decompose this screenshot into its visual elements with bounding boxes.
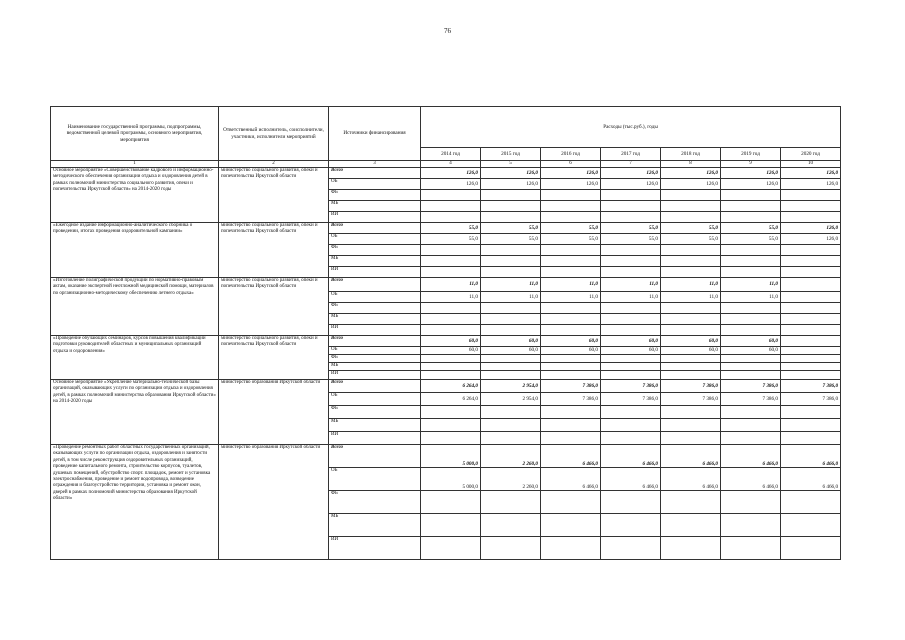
expense-value — [781, 245, 841, 256]
expense-value: 11,0 — [661, 278, 721, 292]
expense-value — [601, 419, 661, 432]
expense-value — [781, 190, 841, 201]
expense-value — [721, 371, 781, 380]
expense-value — [661, 303, 721, 314]
expense-value: 6 264,0 — [421, 380, 481, 393]
column-number: 3 — [329, 161, 421, 168]
expense-value — [601, 432, 661, 445]
column-number: 1 — [51, 161, 219, 168]
expense-value — [421, 212, 481, 223]
expense-value: 126,0 — [541, 168, 601, 179]
expense-value — [781, 278, 841, 292]
expense-value — [601, 303, 661, 314]
table-row — [51, 336, 841, 347]
funding-source: МБ — [329, 201, 421, 212]
expense-value — [481, 514, 541, 537]
expense-value — [541, 267, 601, 278]
expense-value: 126,0 — [541, 179, 601, 190]
expense-value: 60,0 — [601, 336, 661, 347]
funding-source: Всего — [329, 445, 421, 468]
expense-value — [541, 537, 601, 560]
expense-value — [541, 355, 601, 363]
expense-value — [661, 256, 721, 267]
expense-value — [481, 537, 541, 560]
expense-value — [781, 355, 841, 363]
expense-value — [661, 201, 721, 212]
expense-value — [661, 537, 721, 560]
funding-source: ИИ — [329, 432, 421, 445]
expense-value: 55,0 — [481, 223, 541, 234]
activity-name: Основное мероприятие «Укрепление материально-технической базы организаций, оказывающих услуги по организации отдыха и оздоровления детей, в рамках полномочий министерства образования Иркутской области» на 2014-2020 годы — [51, 380, 219, 445]
expense-value: 55,0 — [721, 223, 781, 234]
expense-value: 55,0 — [481, 234, 541, 245]
expense-value — [541, 245, 601, 256]
expense-value: 2 260,0 — [481, 445, 541, 468]
header-year: 2014 год — [421, 148, 481, 161]
expense-value — [661, 371, 721, 380]
header-name: Наименование государственной программы, подпрограммы, ведомственной целевой программы, основного мероприятия, мероприятия — [51, 107, 219, 161]
expense-value — [541, 256, 601, 267]
expense-value: 60,0 — [721, 347, 781, 355]
header-year: 2016 год — [541, 148, 601, 161]
expense-value: 6 466,0 — [601, 445, 661, 468]
funding-source: ФБ — [329, 190, 421, 201]
responsible-executor: министерство образования Иркутской области — [219, 445, 329, 560]
expense-value — [721, 256, 781, 267]
expense-value: 7 386,0 — [781, 380, 841, 393]
funding-source: ИИ — [329, 537, 421, 560]
expense-value — [541, 303, 601, 314]
header-expenses: Расходы (тыс.руб.), годы — [421, 107, 841, 148]
expense-value — [421, 406, 481, 419]
expense-value — [781, 314, 841, 325]
table-row — [51, 168, 841, 179]
expense-value — [421, 201, 481, 212]
expense-value — [481, 491, 541, 514]
expense-value: 7 386,0 — [541, 393, 601, 406]
expense-value — [541, 190, 601, 201]
expense-value — [541, 363, 601, 371]
expense-value — [601, 201, 661, 212]
expense-value: 55,0 — [601, 223, 661, 234]
expense-value — [481, 245, 541, 256]
expense-value — [421, 363, 481, 371]
expense-value — [481, 212, 541, 223]
funding-source: Всего — [329, 223, 421, 234]
expense-value — [781, 336, 841, 347]
funding-source: МБ — [329, 363, 421, 371]
expense-value — [661, 363, 721, 371]
expense-value: 126,0 — [781, 179, 841, 190]
expense-value: 126,0 — [421, 168, 481, 179]
expense-value — [541, 514, 601, 537]
funding-source: ИИ — [329, 325, 421, 336]
expense-value — [541, 419, 601, 432]
expense-value — [661, 406, 721, 419]
expense-value — [661, 245, 721, 256]
expense-value: 126,0 — [721, 179, 781, 190]
expense-value: 6 466,0 — [721, 468, 781, 491]
table-row — [51, 278, 841, 292]
table-row — [51, 380, 841, 393]
expense-value — [661, 514, 721, 537]
expense-value — [781, 406, 841, 419]
expense-value — [661, 314, 721, 325]
expense-value — [421, 303, 481, 314]
expense-value — [601, 325, 661, 336]
funding-source: МБ — [329, 314, 421, 325]
expense-value — [721, 419, 781, 432]
activity-name: Основное мероприятие «Совершенствование кадрового и информационно-методического обеспечения организации отдыха и оздоровления детей в рамках полномочий министерства социального развития, опеки и попечительства Иркутской области» на 2014-2020 годы — [51, 168, 219, 223]
funding-source: ОБ — [329, 468, 421, 491]
funding-source: МБ — [329, 514, 421, 537]
funding-source: ФБ — [329, 355, 421, 363]
expense-value: 126,0 — [661, 179, 721, 190]
expense-value — [661, 325, 721, 336]
expense-value — [781, 201, 841, 212]
expense-value: 126,0 — [481, 179, 541, 190]
expense-value: 7 386,0 — [661, 393, 721, 406]
table-body — [51, 168, 841, 560]
column-number: 5 — [481, 161, 541, 168]
expense-value — [481, 419, 541, 432]
expense-value: 60,0 — [541, 347, 601, 355]
header-year: 2020 год — [781, 148, 841, 161]
expense-value: 11,0 — [601, 292, 661, 303]
expense-value: 55,0 — [661, 223, 721, 234]
table-row — [51, 445, 841, 468]
expense-value — [721, 190, 781, 201]
funding-source: ОБ — [329, 234, 421, 245]
expense-value — [421, 314, 481, 325]
expense-value: 11,0 — [661, 292, 721, 303]
expense-value — [781, 212, 841, 223]
funding-source: ИИ — [329, 267, 421, 278]
expense-value — [601, 355, 661, 363]
expense-value: 55,0 — [541, 223, 601, 234]
expense-value — [601, 406, 661, 419]
funding-source: ФБ — [329, 406, 421, 419]
expense-value: 55,0 — [721, 234, 781, 245]
expense-value — [781, 325, 841, 336]
expense-value: 7 386,0 — [541, 380, 601, 393]
expense-value: 126,0 — [421, 179, 481, 190]
expense-value — [781, 514, 841, 537]
expense-value — [781, 267, 841, 278]
expense-value — [481, 314, 541, 325]
expense-value — [481, 190, 541, 201]
expense-value — [661, 267, 721, 278]
header-year: 2019 год — [721, 148, 781, 161]
expense-value — [601, 514, 661, 537]
expense-value: 60,0 — [421, 347, 481, 355]
funding-source: ИИ — [329, 212, 421, 223]
expense-value — [541, 212, 601, 223]
expense-value: 11,0 — [421, 278, 481, 292]
expense-value: 6 264,0 — [421, 393, 481, 406]
expense-value: 6 466,0 — [541, 468, 601, 491]
expense-value — [661, 491, 721, 514]
expense-value — [481, 371, 541, 380]
expense-value: 6 466,0 — [601, 468, 661, 491]
expense-value — [421, 325, 481, 336]
expense-value: 126,0 — [781, 168, 841, 179]
expense-value: 55,0 — [661, 234, 721, 245]
activity-name: «Изготовление полиграфической продукции по нормативно-правовым актам, оказание экспертной неотложной медицинской помощи, материалов по организационно-методическому обеспечению летнего отдыха» — [51, 278, 219, 336]
expense-value: 126,0 — [601, 179, 661, 190]
expense-value: 126,0 — [781, 223, 841, 234]
page-number: 76 — [444, 27, 451, 35]
expense-value — [421, 267, 481, 278]
expense-value: 7 386,0 — [781, 393, 841, 406]
expense-value — [781, 363, 841, 371]
column-number: 2 — [219, 161, 329, 168]
column-number: 6 — [541, 161, 601, 168]
expense-value — [721, 201, 781, 212]
expense-value: 7 386,0 — [721, 393, 781, 406]
expense-value: 55,0 — [541, 234, 601, 245]
expense-value — [661, 212, 721, 223]
expense-value — [601, 537, 661, 560]
expense-value — [541, 314, 601, 325]
expense-value — [661, 355, 721, 363]
expense-value — [601, 371, 661, 380]
expense-value: 6 466,0 — [661, 468, 721, 491]
funding-source: Всего — [329, 168, 421, 179]
expense-value — [601, 363, 661, 371]
funding-source: Всего — [329, 278, 421, 292]
funding-source: ФБ — [329, 303, 421, 314]
responsible-executor: министерство социального развития, опеки и попечительства Иркутской области — [219, 223, 329, 278]
expense-value: 55,0 — [421, 234, 481, 245]
expense-value — [541, 491, 601, 514]
budget-table-container — [50, 106, 840, 560]
expense-value: 60,0 — [481, 336, 541, 347]
expense-value — [721, 245, 781, 256]
expense-value — [421, 355, 481, 363]
expense-value — [481, 432, 541, 445]
expense-value — [721, 432, 781, 445]
expense-value — [721, 303, 781, 314]
expense-value — [601, 491, 661, 514]
expense-value: 60,0 — [721, 336, 781, 347]
expense-value — [781, 419, 841, 432]
expense-value: 11,0 — [721, 292, 781, 303]
responsible-executor: министерство социального развития, опеки и попечительства Иркутской области — [219, 336, 329, 380]
expense-value: 7 386,0 — [661, 380, 721, 393]
expense-value — [781, 371, 841, 380]
expense-value — [721, 406, 781, 419]
activity-name: «Проведение обучающих семинаров, курсов повышения квалификации подготовки руководителей областных и муниципальных организаций отдыха и оздоровления» — [51, 336, 219, 380]
expense-value — [421, 245, 481, 256]
expense-value — [421, 256, 481, 267]
expense-value — [421, 371, 481, 380]
funding-source: ОБ — [329, 292, 421, 303]
expense-value — [781, 256, 841, 267]
funding-source: ИИ — [329, 371, 421, 380]
expense-value: 126,0 — [661, 168, 721, 179]
expense-value — [781, 537, 841, 560]
expense-value — [541, 406, 601, 419]
expense-value — [721, 325, 781, 336]
expense-value — [721, 491, 781, 514]
expense-value — [601, 267, 661, 278]
expense-value — [721, 514, 781, 537]
expense-value: 5 000,0 — [421, 445, 481, 468]
funding-source: ОБ — [329, 347, 421, 355]
expense-value: 126,0 — [601, 168, 661, 179]
responsible-executor: министерство социального развития, опеки и попечительства Иркутской области — [219, 168, 329, 223]
funding-source: ОБ — [329, 179, 421, 190]
header-year: 2018 год — [661, 148, 721, 161]
header-sources: Источники финансирования — [329, 107, 421, 161]
expense-value: 5 000,0 — [421, 468, 481, 491]
expense-value: 11,0 — [721, 278, 781, 292]
expense-value: 11,0 — [481, 292, 541, 303]
expense-value — [541, 432, 601, 445]
expense-value — [661, 419, 721, 432]
funding-source: ФБ — [329, 491, 421, 514]
expense-value — [721, 212, 781, 223]
expense-value — [421, 190, 481, 201]
expense-value — [601, 190, 661, 201]
column-number: 9 — [721, 161, 781, 168]
expense-value: 6 466,0 — [781, 445, 841, 468]
expense-value — [421, 432, 481, 445]
column-number: 10 — [781, 161, 841, 168]
expense-value — [601, 256, 661, 267]
expense-value: 7 386,0 — [601, 393, 661, 406]
expense-value — [421, 514, 481, 537]
expense-value — [481, 325, 541, 336]
expense-value — [781, 347, 841, 355]
expense-value — [601, 245, 661, 256]
expense-value: 60,0 — [601, 347, 661, 355]
expense-value — [721, 355, 781, 363]
funding-source: МБ — [329, 256, 421, 267]
expense-value — [781, 491, 841, 514]
column-number: 8 — [661, 161, 721, 168]
expense-value: 60,0 — [661, 347, 721, 355]
expense-value: 7 386,0 — [721, 380, 781, 393]
header-responsible: Ответственный исполнитель, соисполнители, участники, исполнители мероприятий — [219, 107, 329, 161]
expense-value — [601, 212, 661, 223]
expense-value — [661, 432, 721, 445]
activity-name: «Проведение ремонтных работ областных государственных организаций, оказывающих услуги по организации отдыха, оздоровления и занятости детей, в том числе реконструкция оздоровительных организаций, проведение капитального ремонта, строительство корпусов, туалетов, душевых помещений, обустройство спорт. площадок, ремонт и установка электроснабжения, проведение и ремонт водопровода, возведение ограждения и благоустройство территории, установка и ремонт окон, дверей в рамках полномочий министерства образования Иркутской области» — [51, 445, 219, 560]
expense-value — [661, 190, 721, 201]
expense-value — [781, 292, 841, 303]
expense-value — [421, 419, 481, 432]
expense-value — [481, 256, 541, 267]
responsible-executor: министерство образования Иркутской области — [219, 380, 329, 445]
funding-source: Всего — [329, 380, 421, 393]
expense-value: 6 466,0 — [541, 445, 601, 468]
expense-value: 2 954,0 — [481, 393, 541, 406]
expense-value — [481, 303, 541, 314]
expense-value — [541, 371, 601, 380]
column-number: 7 — [601, 161, 661, 168]
table-row — [51, 223, 841, 234]
expense-value: 6 466,0 — [781, 468, 841, 491]
expense-value — [781, 303, 841, 314]
expense-value: 126,0 — [481, 168, 541, 179]
expense-value: 11,0 — [541, 292, 601, 303]
funding-source: МБ — [329, 419, 421, 432]
expense-value — [481, 201, 541, 212]
expense-value: 2 954,0 — [481, 380, 541, 393]
budget-table — [50, 106, 841, 560]
expense-value: 6 466,0 — [721, 445, 781, 468]
expense-value: 11,0 — [421, 292, 481, 303]
expense-value — [481, 406, 541, 419]
expense-value: 126,0 — [721, 168, 781, 179]
header-year: 2015 год — [481, 148, 541, 161]
expense-value — [721, 267, 781, 278]
funding-source: ФБ — [329, 245, 421, 256]
expense-value — [781, 432, 841, 445]
column-number: 4 — [421, 161, 481, 168]
expense-value: 60,0 — [541, 336, 601, 347]
expense-value — [541, 325, 601, 336]
expense-value — [721, 363, 781, 371]
expense-value — [541, 201, 601, 212]
expense-value: 60,0 — [481, 347, 541, 355]
funding-source: ОБ — [329, 393, 421, 406]
funding-source: Всего — [329, 336, 421, 347]
expense-value — [721, 537, 781, 560]
expense-value — [421, 491, 481, 514]
responsible-executor: министерство социального развития, опеки и попечительства Иркутской области — [219, 278, 329, 336]
expense-value: 2 260,0 — [481, 468, 541, 491]
expense-value — [721, 314, 781, 325]
expense-value: 11,0 — [541, 278, 601, 292]
expense-value — [601, 314, 661, 325]
expense-value: 60,0 — [661, 336, 721, 347]
expense-value — [481, 355, 541, 363]
expense-value — [481, 267, 541, 278]
activity-name: «Ежегодное издание информационно-аналитического сборника о проведении, итогах проведения оздоровительной кампании» — [51, 223, 219, 278]
expense-value: 126,0 — [781, 234, 841, 245]
expense-value — [421, 537, 481, 560]
header-year: 2017 год — [601, 148, 661, 161]
expense-value: 60,0 — [421, 336, 481, 347]
expense-value: 7 386,0 — [601, 380, 661, 393]
expense-value: 11,0 — [481, 278, 541, 292]
expense-value: 6 466,0 — [661, 445, 721, 468]
expense-value: 55,0 — [601, 234, 661, 245]
expense-value: 11,0 — [601, 278, 661, 292]
expense-value — [481, 363, 541, 371]
expense-value: 55,0 — [421, 223, 481, 234]
